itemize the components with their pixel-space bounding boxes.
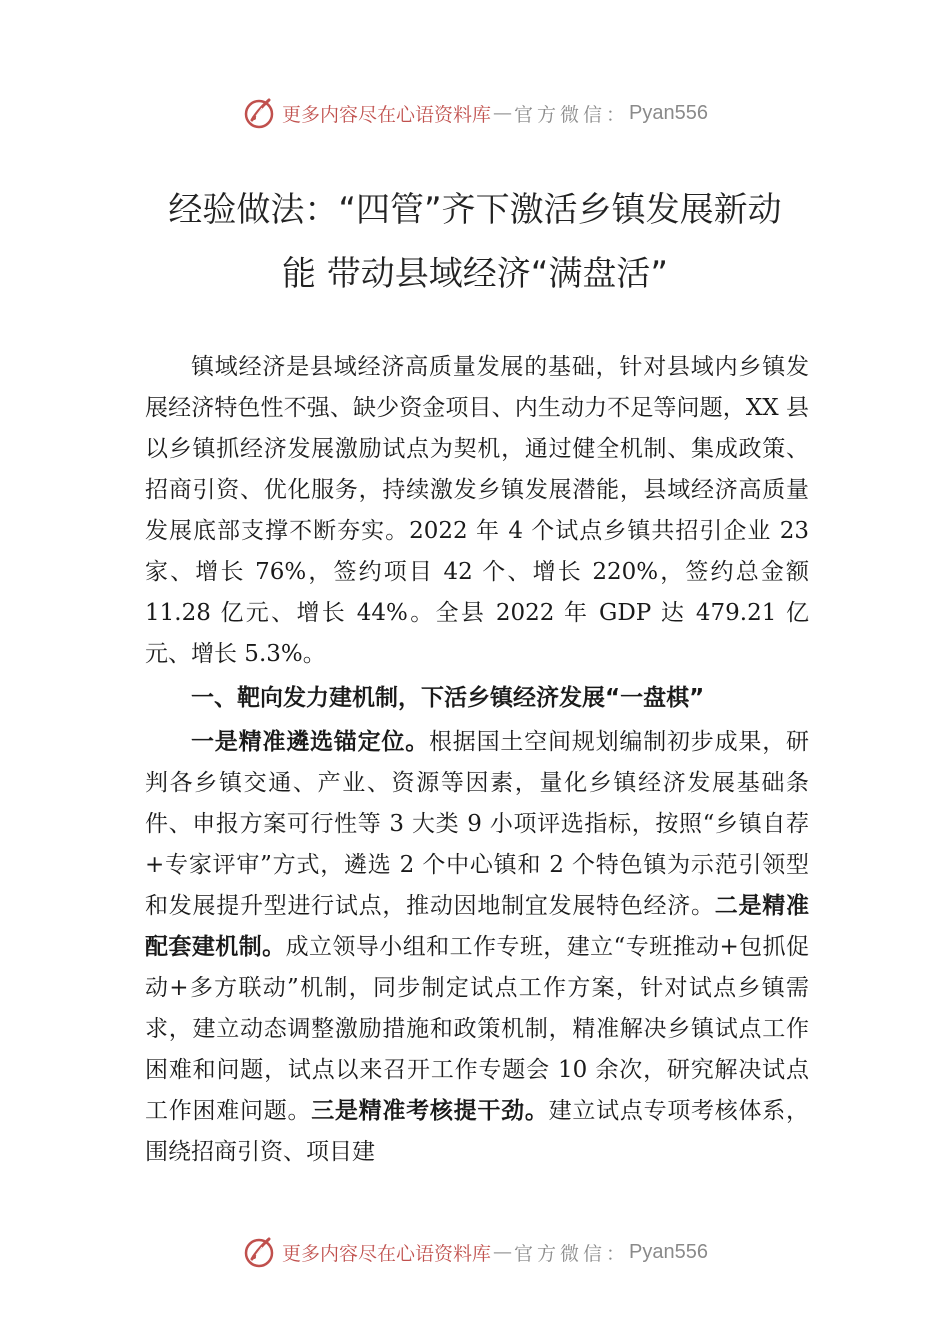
quill-seal-logo [242, 96, 276, 130]
watermark-text: 更多内容尽在心语资料库 [282, 103, 492, 126]
lead-phrase-1: 一是精准遴选锚定位。 [191, 729, 429, 755]
body-text-3: 建立试点专项考核体系，围绕招商引资、项目建 [145, 1098, 810, 1165]
watermark-text: 更多内容尽在心语资料库 [282, 1242, 492, 1265]
watermark-dash: — [493, 102, 513, 124]
article-body [145, 347, 809, 1173]
watermark-id: Pyan556 [629, 1240, 708, 1263]
section-heading-1: 一、靶向发力建机制，下活乡镇经济发展“一盘棋” [191, 685, 705, 711]
lead-phrase-3: 三是精准考核提干劲。 [311, 1098, 549, 1124]
lead-phrase-2: 二是精准配套建机制。 [145, 893, 810, 960]
footer-watermark [0, 1232, 950, 1272]
body-text-2: 成立领导小组和工作专班，建立“专班推动+包抓促动+多方联动”机制，同步制定试点工作方案，针对试点乡镇需求，建立动态调整激励措施和政策机制，精准解决乡镇试点工作困难和问题，试点以来召开工作专题会 10 余次，研究解决试点工作困难问题。 [145, 934, 810, 1124]
page-title [110, 178, 840, 306]
watermark-label: 官方微信： [514, 103, 630, 126]
title-line-2: 能 带动县域经济“满盘活” [281, 254, 669, 294]
quill-seal-logo [242, 1235, 276, 1269]
header-watermark [0, 93, 950, 133]
body-paragraph-1 [145, 722, 809, 1173]
watermark-dash: — [493, 1241, 513, 1263]
watermark-id: Pyan556 [629, 101, 708, 124]
watermark-label: 官方微信： [514, 1242, 630, 1265]
intro-paragraph: 镇域经济是县域经济高质量发展的基础，针对县域内乡镇发展经济特色性不强、缺少资金项目、内生动力不足等问题，XX 县以乡镇抓经济发展激励试点为契机，通过健全机制、集成政策、招商引资、优化服务，持续激发乡镇发展潜能，县域经济高质量发展底部支撑不断夯实。2022 年 4 个试点乡镇共招引企业 23 家、增长 76%，签约项目 42 个、增长 220%，签约总金额 11.28 亿元、增长 44%。全县 2022 年 GDP 达 479.21 亿元、增长 5.3%。 [145, 354, 809, 667]
body-text-1: 根据国土空间规划编制初步成果，研判各乡镇交通、产业、资源等因素，量化乡镇经济发展基础条件、申报方案可行性等 3 大类 9 小项评选指标，按照“乡镇自荐+专家评审”方式，遴选 2 个中心镇和 2 个特色镇为示范引领型和发展提升型进行试点，推动因地制宜发展特色经济。 [145, 729, 810, 919]
title-line-1: 经验做法：“四管”齐下激活乡镇发展新动 [168, 190, 782, 230]
